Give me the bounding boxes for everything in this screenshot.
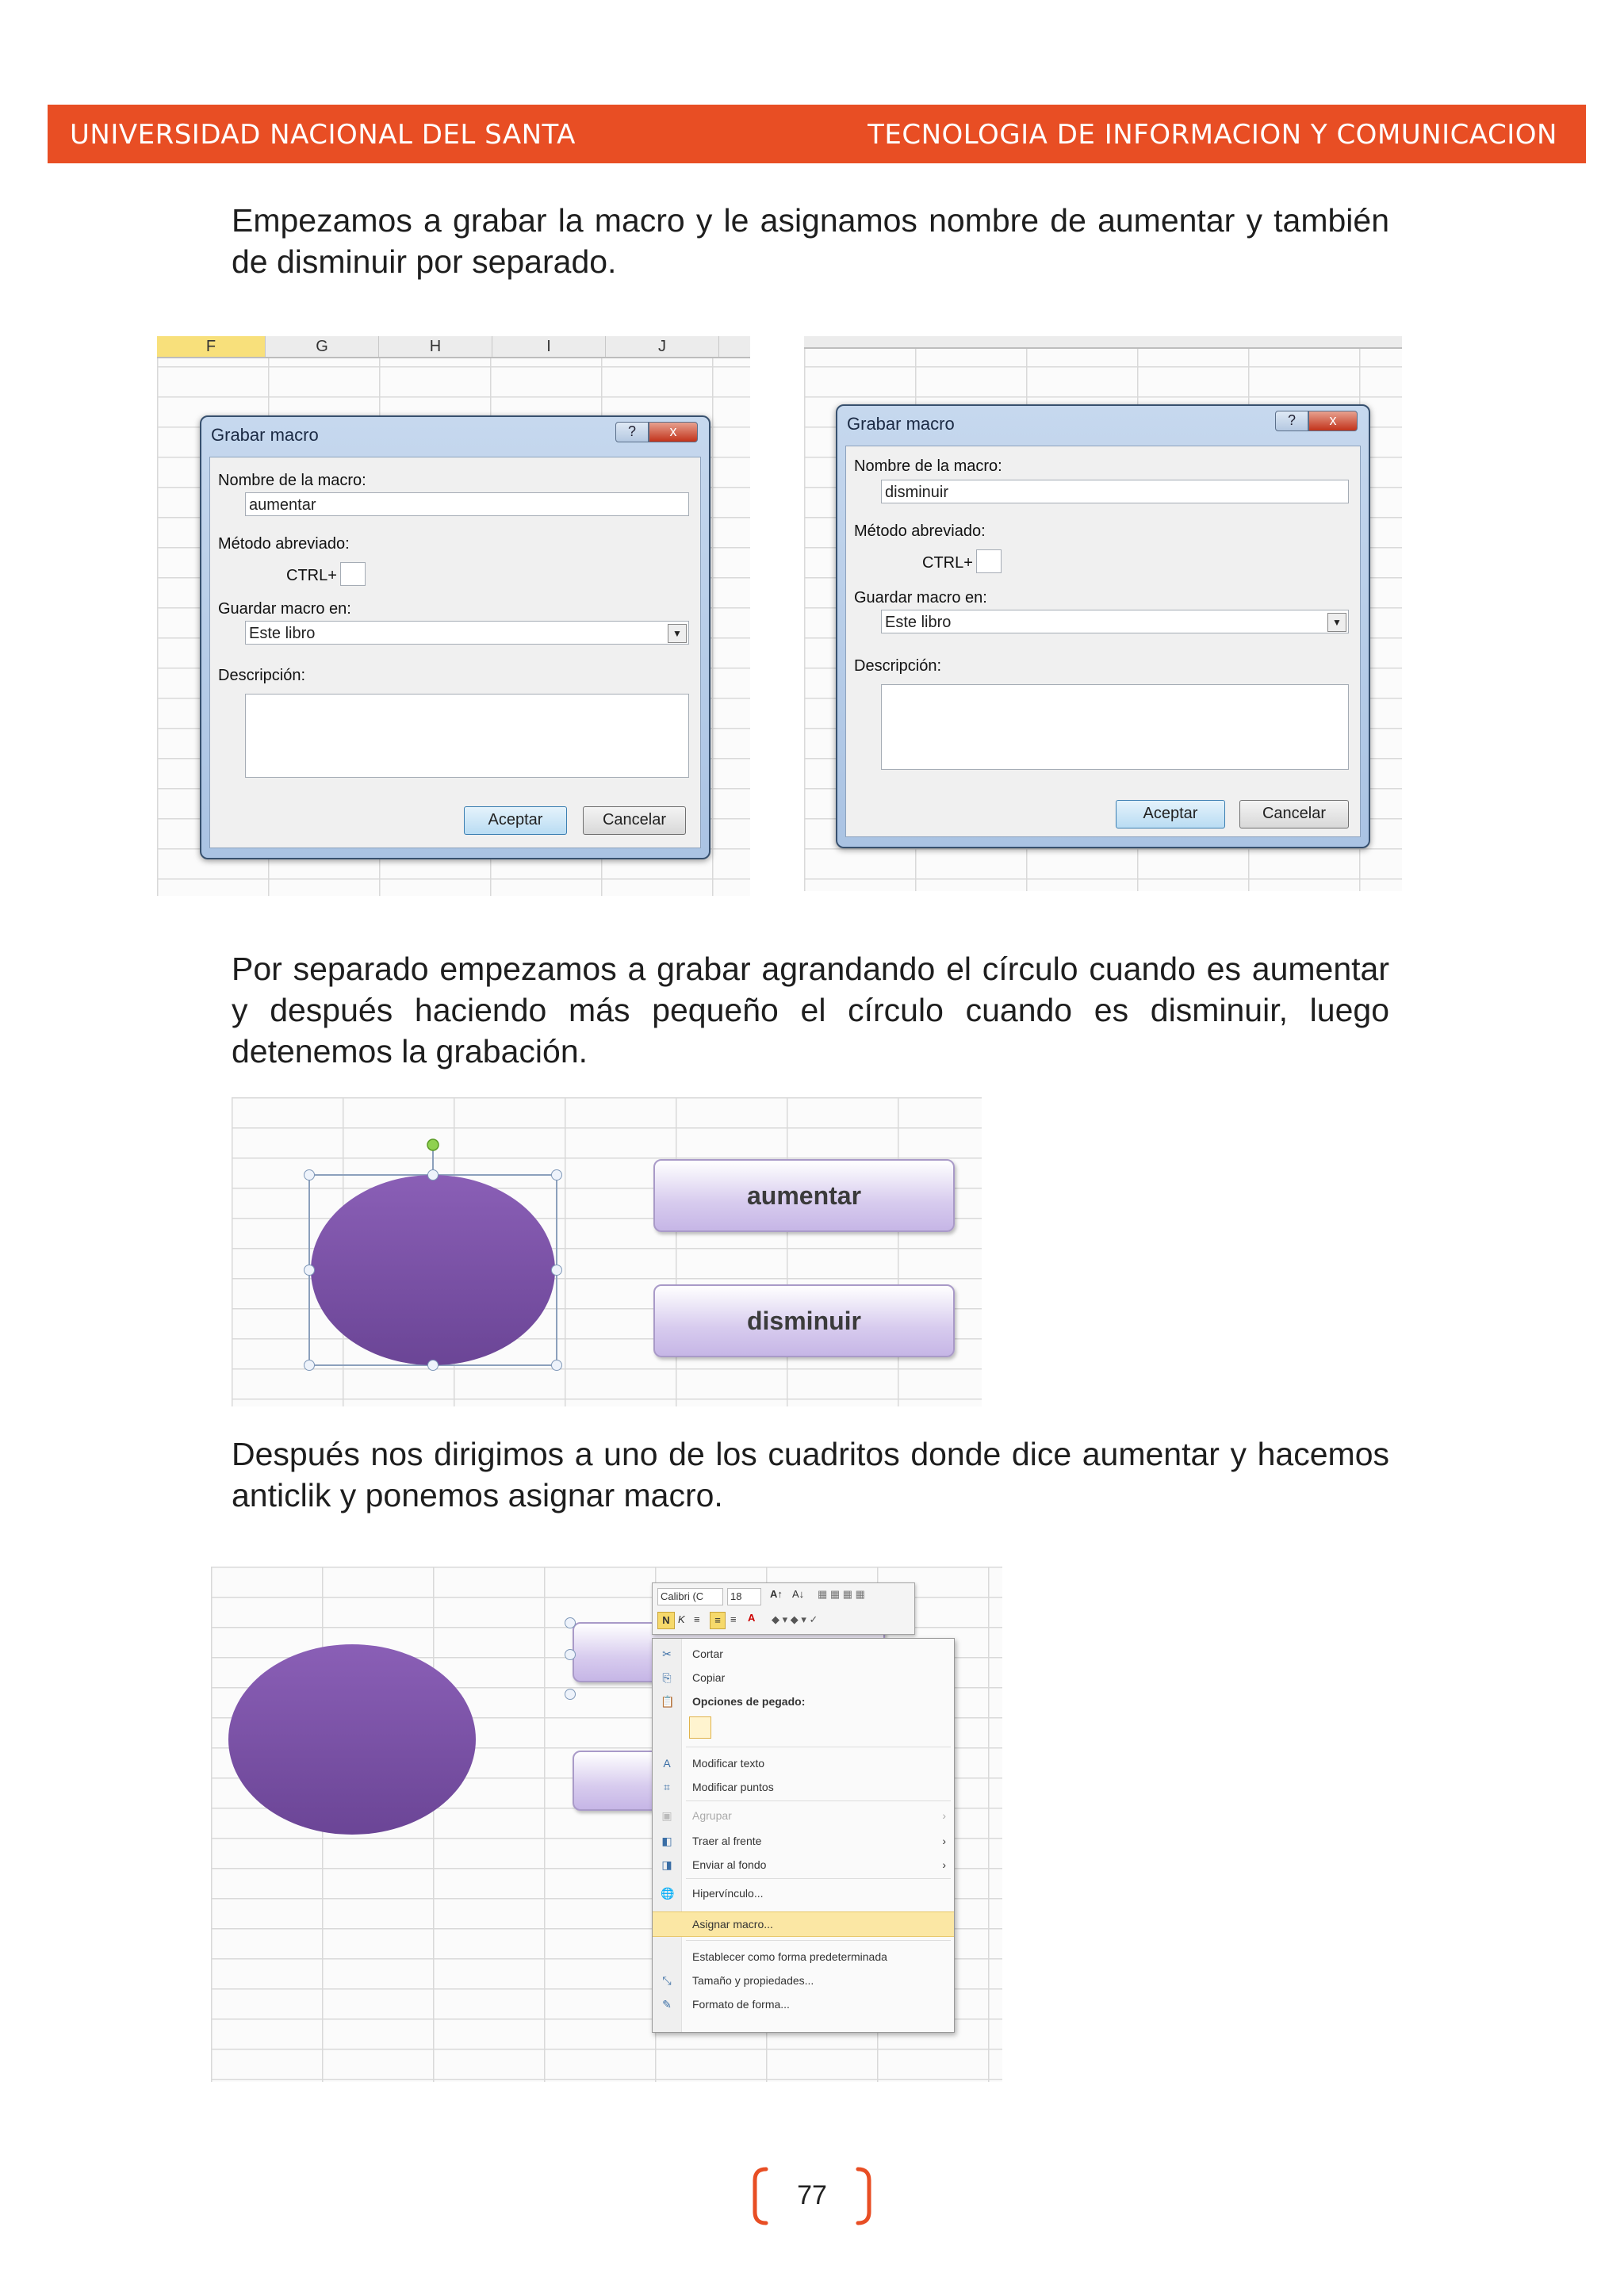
menu-item-label: Modificar puntos bbox=[692, 1781, 774, 1793]
paste-icon: 📋 bbox=[661, 1695, 675, 1708]
store-select-value: Este libro bbox=[249, 625, 316, 642]
column-headers bbox=[157, 336, 750, 358]
store-select[interactable] bbox=[245, 621, 689, 645]
edit-points-icon: ⌗ bbox=[664, 1781, 670, 1793]
font-color-icon[interactable]: A bbox=[748, 1612, 756, 1624]
paste-option-icon[interactable] bbox=[689, 1716, 711, 1739]
menu-item-modificar-texto[interactable] bbox=[653, 1751, 954, 1775]
menu-item-label: Traer al frente bbox=[692, 1835, 762, 1847]
excel-sheet-left bbox=[157, 336, 750, 896]
chevron-right-icon: › bbox=[942, 1858, 946, 1871]
purple-ellipse[interactable] bbox=[311, 1175, 555, 1365]
close-button[interactable]: x bbox=[649, 422, 698, 442]
dialog-title: Grabar macro bbox=[211, 425, 319, 445]
excel-sheet-right bbox=[804, 336, 1402, 891]
resize-handle[interactable] bbox=[427, 1360, 439, 1371]
shortcut-input[interactable] bbox=[976, 549, 1002, 573]
shortcut-label: Método abreviado: bbox=[854, 522, 986, 540]
resize-handle[interactable] bbox=[304, 1169, 315, 1181]
ellipse-selection[interactable] bbox=[232, 1097, 982, 1406]
ok-button[interactable]: Aceptar bbox=[464, 806, 567, 835]
grabar-macro-dialog bbox=[200, 415, 710, 859]
menu-item-label: Modificar texto bbox=[692, 1757, 765, 1770]
menu-item-tamano[interactable] bbox=[653, 1969, 954, 1992]
menu-item-hipervinculo[interactable] bbox=[653, 1881, 954, 1905]
description-label: Descripción: bbox=[854, 657, 942, 675]
italic-button[interactable]: K bbox=[678, 1613, 685, 1625]
close-button[interactable]: x bbox=[1308, 411, 1358, 431]
disminuir-button[interactable]: disminuir bbox=[653, 1284, 955, 1357]
fill-color-icon[interactable]: ◆ ▾ ◆ ▾ ✓ bbox=[772, 1613, 818, 1625]
menu-item-label: Establecer como forma predeterminada bbox=[692, 1950, 887, 1963]
edit-text-icon: A bbox=[663, 1757, 671, 1770]
group-icon: ▣ bbox=[661, 1809, 672, 1822]
column-header-g[interactable]: G bbox=[266, 336, 379, 357]
page-header bbox=[48, 105, 1586, 163]
ctrl-label: CTRL+ bbox=[922, 554, 973, 572]
store-select[interactable] bbox=[881, 610, 1349, 633]
cancel-button[interactable]: Cancelar bbox=[583, 806, 686, 835]
store-label: Guardar macro en: bbox=[854, 589, 987, 607]
column-header-j[interactable]: J bbox=[606, 336, 719, 357]
format-shape-icon: ✎ bbox=[662, 1998, 672, 2011]
menu-item-modificar-puntos[interactable] bbox=[653, 1775, 954, 1799]
hyperlink-icon: 🌐 bbox=[661, 1887, 675, 1900]
menu-item-agrupar bbox=[653, 1804, 954, 1827]
paragraph-1: Empezamos a grabar la macro y le asignamos nombre de aumentar y también de disminuir por separado. bbox=[232, 202, 1389, 280]
column-header-h[interactable]: H bbox=[379, 336, 492, 357]
font-select[interactable]: Calibri (C bbox=[657, 1588, 723, 1605]
macro-name-label: Nombre de la macro: bbox=[854, 457, 1002, 475]
description-textarea[interactable] bbox=[245, 694, 689, 778]
ok-button[interactable]: Aceptar bbox=[1116, 800, 1225, 828]
menu-item-label: Agrupar bbox=[692, 1809, 732, 1822]
rotation-handle[interactable] bbox=[427, 1139, 439, 1150]
page-number: 77 bbox=[797, 2180, 827, 2210]
menu-item-formato-forma[interactable] bbox=[653, 1992, 954, 2016]
menu-item-cortar[interactable] bbox=[653, 1642, 954, 1666]
grow-font-icon[interactable]: A↑ bbox=[770, 1588, 783, 1600]
menu-item-label: Opciones de pegado: bbox=[692, 1695, 806, 1708]
cancel-button[interactable]: Cancelar bbox=[1239, 800, 1349, 828]
align-center-icon[interactable]: ≡ bbox=[710, 1612, 726, 1629]
menu-item-label: Hipervínculo... bbox=[692, 1887, 764, 1900]
resize-handle[interactable] bbox=[565, 1689, 576, 1700]
menu-item-label: Cortar bbox=[692, 1647, 723, 1660]
resize-handle[interactable] bbox=[565, 1649, 576, 1660]
menu-item-opciones-pegado bbox=[653, 1689, 954, 1713]
format-painter-icon[interactable]: ▦ ▦ ▦ ▦ bbox=[818, 1588, 865, 1600]
menu-item-asignar-macro[interactable] bbox=[653, 1911, 954, 1937]
ctrl-label: CTRL+ bbox=[286, 567, 337, 584]
excel-context-sheet bbox=[211, 1567, 1002, 2082]
resize-handle[interactable] bbox=[551, 1265, 562, 1276]
chevron-right-icon: › bbox=[942, 1835, 946, 1847]
menu-item-establecer-forma[interactable] bbox=[653, 1945, 954, 1969]
resize-handle[interactable] bbox=[427, 1169, 439, 1181]
send-back-icon: ◨ bbox=[661, 1858, 672, 1871]
resize-handle[interactable] bbox=[304, 1360, 315, 1371]
scissors-icon: ✂ bbox=[662, 1647, 672, 1660]
menu-item-label: Enviar al fondo bbox=[692, 1858, 767, 1871]
page-number-block bbox=[749, 2164, 875, 2228]
resize-handle[interactable] bbox=[304, 1265, 315, 1276]
resize-handle[interactable] bbox=[551, 1360, 562, 1371]
dialog-title: Grabar macro bbox=[847, 414, 955, 434]
menu-item-label: Formato de forma... bbox=[692, 1998, 790, 2011]
menu-item-traer-frente[interactable] bbox=[653, 1829, 954, 1853]
help-button[interactable]: ? bbox=[615, 422, 649, 442]
chevron-down-icon[interactable]: ▼ bbox=[668, 624, 687, 643]
chevron-right-icon: › bbox=[942, 1809, 946, 1822]
excel-shapes-sheet bbox=[232, 1097, 982, 1406]
resize-handle[interactable] bbox=[551, 1169, 562, 1181]
paragraph-2: Por separado empezamos a grabar agrandando el círculo cuando es aumentar y después haciendo más pequeño el círculo cuando es disminuir, luego detenemos la grabación. bbox=[232, 951, 1389, 1070]
menu-item-copiar[interactable] bbox=[653, 1666, 954, 1689]
store-select-value: Este libro bbox=[885, 614, 952, 631]
header-left: UNIVERSIDAD NACIONAL DEL SANTA bbox=[70, 119, 576, 151]
size-select[interactable]: 18 bbox=[727, 1588, 761, 1605]
mini-toolbar bbox=[652, 1582, 915, 1635]
resize-handle[interactable] bbox=[565, 1617, 576, 1628]
help-button[interactable]: ? bbox=[1275, 411, 1308, 431]
macro-name-input[interactable]: aumentar bbox=[245, 492, 689, 516]
column-header-f[interactable]: F bbox=[157, 336, 266, 357]
header-right: TECNOLOGIA DE INFORMACION Y COMUNICACION bbox=[868, 119, 1557, 151]
shortcut-label: Método abreviado: bbox=[218, 535, 350, 553]
column-header-strip bbox=[804, 336, 1402, 349]
macro-name-label: Nombre de la macro: bbox=[218, 472, 366, 489]
bring-front-icon: ◧ bbox=[661, 1835, 672, 1847]
align-right-icon[interactable]: ≡ bbox=[730, 1613, 737, 1625]
menu-item-label: Asignar macro... bbox=[692, 1918, 773, 1931]
description-textarea[interactable] bbox=[881, 684, 1349, 770]
context-menu bbox=[652, 1638, 955, 2033]
size-icon: ⤡ bbox=[662, 1974, 672, 1987]
grabar-macro-dialog bbox=[836, 404, 1370, 848]
store-label: Guardar macro en: bbox=[218, 600, 351, 618]
align-left-icon[interactable]: ≡ bbox=[694, 1613, 700, 1625]
shrink-font-icon[interactable]: A↓ bbox=[792, 1588, 805, 1600]
bold-button[interactable]: N bbox=[657, 1612, 675, 1629]
menu-item-enviar-fondo[interactable] bbox=[653, 1853, 954, 1877]
paragraph-3: Después nos dirigimos a uno de los cuadritos donde dice aumentar y hacemos anticlik y ponemos asignar macro. bbox=[232, 1436, 1389, 1513]
copy-icon: ⎘ bbox=[662, 1671, 672, 1684]
column-header-i[interactable]: I bbox=[492, 336, 606, 357]
purple-ellipse[interactable] bbox=[228, 1644, 476, 1835]
macro-name-input[interactable]: disminuir bbox=[881, 480, 1349, 503]
aumentar-button[interactable]: aumentar bbox=[653, 1159, 955, 1232]
shortcut-input[interactable] bbox=[340, 562, 366, 586]
menu-item-label: Copiar bbox=[692, 1671, 726, 1684]
chevron-down-icon[interactable]: ▼ bbox=[1327, 613, 1346, 632]
menu-item-label: Tamaño y propiedades... bbox=[692, 1974, 814, 1987]
description-label: Descripción: bbox=[218, 667, 306, 684]
